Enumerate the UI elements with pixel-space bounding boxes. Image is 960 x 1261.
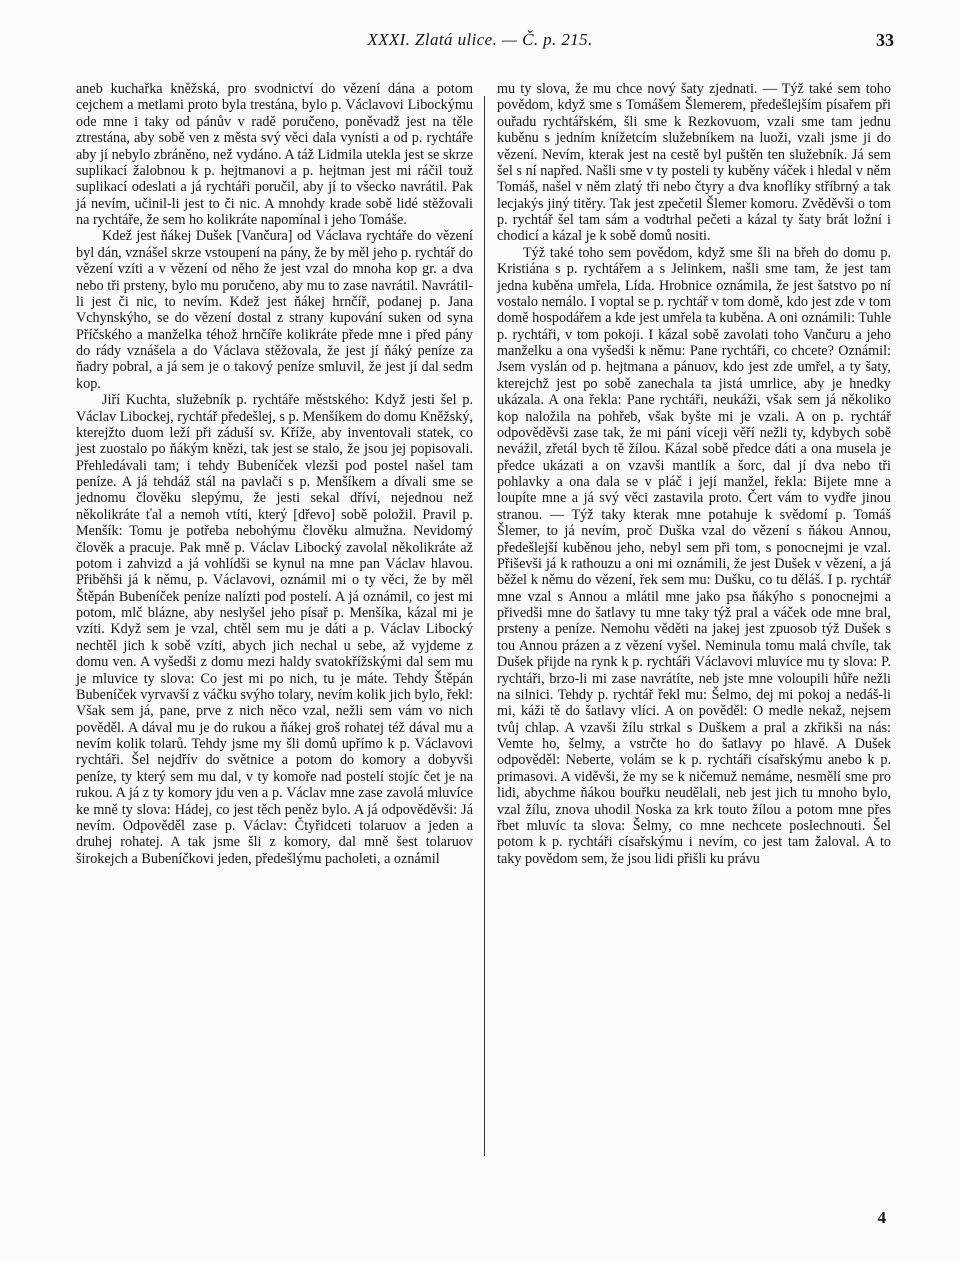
paragraph: Jiří Kuchta, služebník p. rychtáře městského: Když jesti šel p. Václav Libockej, rychtář předešlej, s p. Menšíkem do domu Kněžský, kterejžto duom leží při záduší sv. Kříže, aby inventovali statek, co jest zuostalo po ňákým knězi, tak jest se stalo, že jsou jej popisovali. Přehledávali tam; i tehdy Bubeníček vlezši pod postel našel tam peníze. A já tehdáž stál na pavlači s p. Menšíkem a dívali sme se jednomu člověku slepýmu, že jesti sekal dříví, nejednou než několikráte ťal a nemoh vtíti, který [dřevo] sobě položil. Pravil p. Menšík: Tomu je potřeba nebohýmu člověku almužna. Nevidomý člověk a pracuje. Pak mně p. Václav Libocký zavolal několikráte až potom i zahvizd a já vohlídši se kynul na mne pan Václav hlavou. Přiběhši já k němu, p. Václavovi, oznámil mi o ty věci, že by měl Štěpán Bubeníček peníze nalízti pod postelí. A já oznámil, co jest mi potom, mlč blázne, aby neslyšel jeho písař p. Menšíka, kázal mi je vzíti. Když sem je vzal, chtěl sem mu je dáti a p. Václav Libocký nechtěl jich k sobě vzíti, abych jich nechal u sebe, až vyjdeme z domu ven. A vyšedši z domu mezi haldy svatokřížskými dal sem mu je mluvice ty slova: Co jest mi po nich, tu je máte. Tehdy Štěpán Bubeníček vyrvavší z váčku svýho tolary, nevím kolik jich bylo, řekl: Však sem já, pane, prve z nich něco vzal, nežli sem vám vo nich pověděl. A dával mu je do rukou a ňákej groš rohatej též dával mu a nevím kolik tolarů. Tehdy jsme my šli domů upřímo k p. Václavovi rychtáři. Šel nejdřív do světnice a potom do komory a dobyvši peníze, ty který sem mu dal, v ty komoře nad postelí stojíc čet je na rukou. A já z ty komory jdu ven a p. Václav mne zase zavolá mluvíce ke mně ty slova: Hádej, co jest těch peněz bylo. A já odpověděvši: Já nevím. Odpověděl zase p. Václav: Čtyřidceti tolaruov a jeden a druhej rohatej. A tak jsme šli z komory, dal mně šest tolaruov širokejch a Bubeníčkovi jeden, předešlýmu pacholeti, a oznámil (76, 392, 473, 867)
page-number: 33 (876, 30, 894, 50)
paragraph: Týž také toho sem povědom, když sme šli na břeh do domu p. Kristiána s p. rychtářem a s Jelinkem, našli sme tam, že jest tam jedna kuběna umřela, Lída. Hrobnice oznámila, že jest šatstvo po ní vostalo nemálo. I voptal se p. rychtář v tom domě, kdo jest zde v tom domě hospodářem a kde jest umřela ta kuběna. A oni oznámili: Tuhle p. rychtáři, v tom pokoji. I kázal sobě zavolati toho Vančuru a jeho manželku a ona vyšedši k němu: Pane rychtáři, co chcete? Oznámil: Jsem vyslán od p. hejtmana a pánuov, kdo jest zde umřel, a ty šaty, kterejchž jest po sobě zanechala ta jistá umrlice, aby je hnedky ukázala. A ona řekla: Pane rychtáři, neukáži, však sem já několiko kop naložila na pohřeb, však byšte mi je vzali. A on p. rychtář odpověděvši zase tak, že mi páni víceji věří nežli ty, kdybych sobě nevážil, zřetál bych tě žílou. Kázal sobě předce dáti a ona musela je předce ukázati a on vzavši mantlík a šorc, dal jí dva nebo tři pohlavky a ona dala se v pláč i její manžel, řekla: Bijete mne a loupíte mne a já svý věci zastavila proto. Čert vám to vydře jinou stranou. — Týž taky kterak mne potahuje k svědomí p. Tomáš Šlemer, to já nevím, proč Duška vzal do vězení s ňákou Annou, předešlejší kuběnou jeho, nebyl sem při tom, s ponocnejmi je vzal. Přiševši já k rathouzu a oni mi oznámili, že jest Dušek v vězení, a já běžel k němu do vězení, řek sem mu: Dušku, co tu děláš. I p. rychtář mne vzal s Annou a mlátil mne jako psa ňákýho s ponocnejmi a přivedši mne do šatlavy tu mne taky týž pral a váček ode mne bral, prsteny a peníze. Nemohu věděti na jakej jest zpuosob týž Dušek s tou Annou prázen a z vězení vyšel. Neminula tomu malá chvíle, tak Dušek přijde na rynk k p. rychtáři Václavovi mluvíce mu ty slova: P. rychtáři, brzo-li mi zase navrátíte, neb jste mne voloupili hůře nežli na silnici. Tehdy p. rychtář řekl mu: Šelmo, dej mi pokoj a nedáš-li mi, káži tě do šatlavy vlíci. A on pověděl: O medle nekaž, nejsem tvůj chlap. A vzavši žílu strkal s Duškem a pral a zkřikši na nás: Vemte ho, šelmy, a vstrčte ho do šatlavy po hlavě. A Dušek odpověděl: Neberte, volám se k p. rychtáři císařskýmu anebo k p. primasovi. A viděvši, že my se k ničemuž nemáme, nesmělí sme pro lidi, abychme ňákou bouřku neudělali, neb jest jich tu mnoho bylo, vzal žílu, znova uhodil Noska za krk touto žílou a potom mne přes řbet mluvíc ta slova: Šelmy, co mne nechcete poslechnouti. Šel potom k p. rychtáři císařskýmu i nevím, co jest tam žaloval. A to taky povědom sem, že jsou lidi přišli ku právu (497, 244, 891, 867)
left-column (76, 81, 473, 867)
paragraph: aneb kuchařka kněžská, pro svodnictví do vězení dána a potom cejchem a metlami proto byla trestána, bylo p. Václavovi Libockýmu ode mne i taky od pánův v radě poručeno, poněvadž jest na těle ztrestána, aby sobě ven z města svý věci dala vynísti a od p. rychtáře aby jí nebylo zbráněno, než vydáno. A táž Lidmila utekla jest se skrze suplikací žalobnou k p. hejtmanovi a p. hejtman jest mi ráčil touž suplikací odeslati a já rychtáři poručil, aby jí to všecko navrátil. Pak já nevím, učinil-li jest to či nic. A mnohdy krade sobě lidé stěžovali na rychtáře, že sem ho kolikráte napomínal i jeho Tomáše. (76, 81, 473, 228)
paragraph: mu ty slova, že mu chce nový šaty zjednati. — Týž také sem toho povědom, když sme s Tomášem Šlemerem, předešlejším písařem při ouřadu rychtářském, šli sme k Rezkovuom, vzali sme tam jednu kuběnu s jedním knížetcím služebníkem na luoži, vzali jsme ji do vězení. Nevím, kterak jest na cestě byl puštěn ten služebník. Já sem šel s ní napřed. Našli sme v ty posteli ty kuběny váček i hledal v něm Tomáš, našel v něm zlatý tři nebo čtyry a dva knoflíky stříbrný a tak lecjakýs jiný titěry. Tak jest zpečetil Šlemer komoru. Zvěděvši o tom p. rychtář šel tam sám a vodtrhal pečeti a kázal ty šaty brát ložní i chodicí a kázal je k sobě domů nositi. (497, 81, 891, 245)
signature-mark: 4 (877, 1208, 886, 1227)
column-divider (484, 96, 485, 1156)
page-header (0, 30, 960, 54)
right-column (497, 81, 891, 867)
paragraph: Kdež jest ňákej Dušek [Vančura] od Václava rychtáře do vězení byl dán, vznášel skrze vstoupení na pány, že by měl jeho p. rychtář do vězení vzíti a v vězení od něho že jest vzal do mnoha kop gr. a dva nebo tři prsteny, bylo mu poručeno, aby mu to zase navrátil. Navrátil-li jest či nic, to nevím. Kdež jest ňákej hrnčíř, podanej p. Jana Vchynskýho, se do vězení dostal z strany kupování suken od syna Příčského a manželka téhož hrnčíře kolikráte přede mne i před pány do rády vznášela a do Václava stěžovala, že jest jí ňáký peníze za ňadry pobral, a já sem je o takový peníze smluvil, že jest jí dal sedm kop. (76, 228, 473, 392)
running-head: XXXI. Zlatá ulice. — Č. p. 215. (367, 30, 593, 49)
